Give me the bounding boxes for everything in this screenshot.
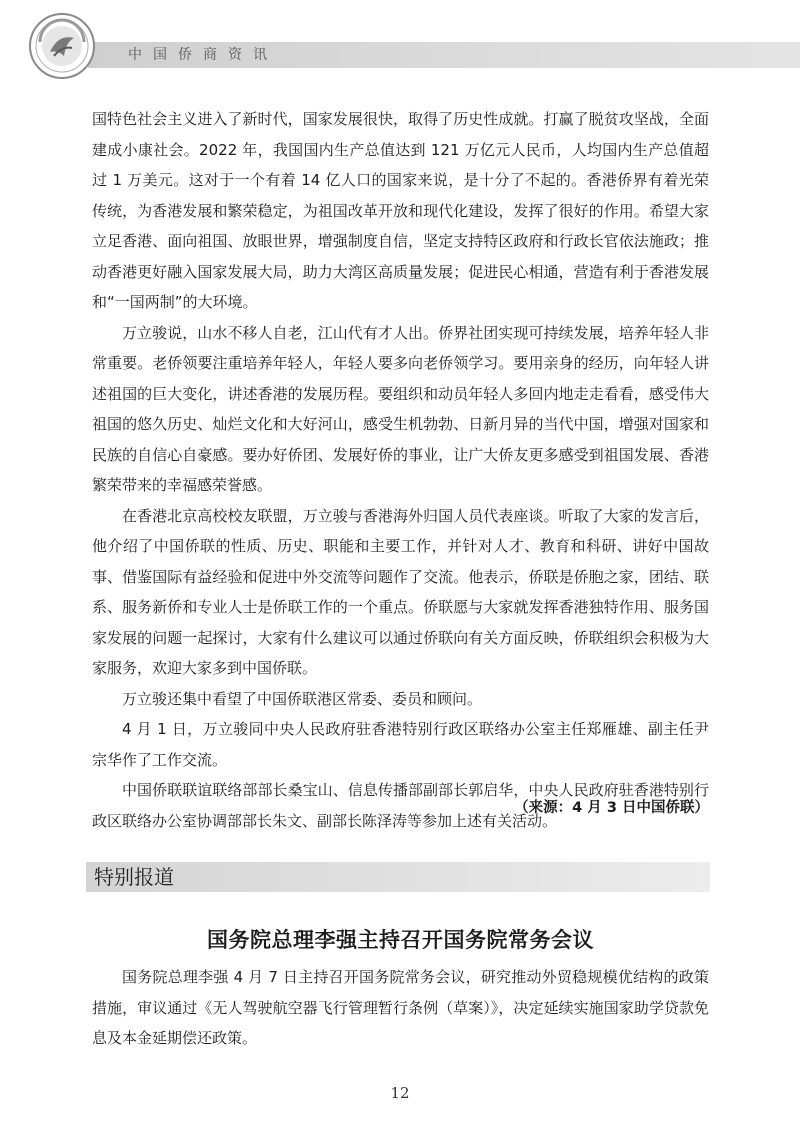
paragraph: 万立骏还集中看望了中国侨联港区常委、委员和顾问。 xyxy=(122,689,483,708)
section-title: 特别报道 xyxy=(94,865,174,889)
article-body xyxy=(92,962,709,1054)
page-number: 12 xyxy=(390,1084,410,1102)
paragraph: 4 月 1 日，万立骏同中央人民政府驻香港特别行政区联络办公室主任郑雁雄、副主任尹宗华作了工作交流。 xyxy=(92,720,709,769)
organization-logo xyxy=(28,12,96,80)
section-band xyxy=(86,862,710,892)
paragraph: 中国侨联联谊联络部部长桑宝山、信息传播部副部长郭启华，中央人民政府驻香港特别行政区联络办公室协调部部长朱文、副部长陈泽涛等参加上述有关活动。 xyxy=(92,781,709,830)
article-source: （来源：4 月 3 日中国侨联） xyxy=(514,800,709,816)
article-continued-body xyxy=(92,104,709,836)
paragraph: 万立骏说，山水不移人自老，江山代有才人出。侨界社团实现可持续发展，培养年轻人非常重要。老侨领要注重培养年轻人，年轻人要多向老侨领学习。要用亲身的经历，向年轻人讲述祖国的巨大变化，讲述香港的发展历程。要组织和动员年轻人多回内地走走看看，感受伟大祖国的悠久历史、灿烂文化和大好河山，感受生机勃勃、日新月异的当代中国，增强对国家和民族的自信心自豪感。要办好侨团、发展好侨的事业，让广大侨友更多感受到祖国发展、香港繁荣带来的幸福感荣誉感。 xyxy=(92,323,709,494)
paragraph: 国特色社会主义进入了新时代，国家发展很快，取得了历史性成就。打赢了脱贫攻坚战，全面建成小康社会。2022 年，我国国内生产总值达到 121 万亿元人民币，人均国内生产总值超过 1 万美元。这对于一个有着 14 亿人口的国家来说，是十分了不起的。香港侨界有着光荣传统，为香港发展和繁荣稳定，为祖国改革开放和现代化建设，发挥了很好的作用。希望大家立足香港、面向祖国、放眼世界，增强制度自信，坚定支持特区政府和行政长官依法施政；推动香港更好融入国家发展大局，助力大湾区高质量发展；促进民心相通，营造有利于香港发展和“一国两制”的大环境。 xyxy=(92,110,709,311)
paragraph: 在香港北京高校校友联盟，万立骏与香港海外归国人员代表座谈。听取了大家的发言后，他介绍了中国侨联的性质、历史、职能和主要工作，并针对人才、教育和科研、讲好中国故事、借鉴国际有益经验和促进中外交流等问题作了交流。他表示，侨联是侨胞之家，团结、联系、服务新侨和专业人士是侨联工作的一个重点。侨联愿与大家就发挥香港独特作用、服务国家发展的问题一起探讨，大家有什么建议可以通过侨联向有关方面反映，侨联组织会积极为大家服务，欢迎大家多到中国侨联。 xyxy=(92,506,709,677)
article-title: 国务院总理李强主持召开国务院常务会议 xyxy=(207,928,594,952)
publication-title: 中国侨商资讯 xyxy=(128,47,278,63)
paragraph: 国务院总理李强 4 月 7 日主持召开国务院常务会议，研究推动外贸稳规模优结构的政策措施，审议通过《无人驾驶航空器飞行管理暂行条例（草案）》，决定延续实施国家助学贷款免息及本金延期偿还政策。 xyxy=(92,968,709,1047)
